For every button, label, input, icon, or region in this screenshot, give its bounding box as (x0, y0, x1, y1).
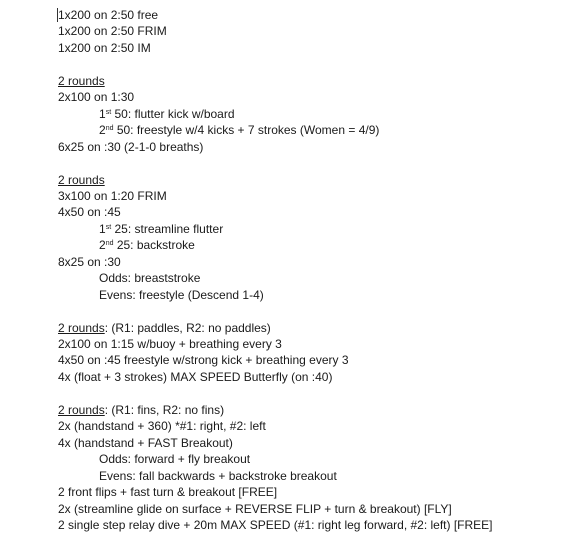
indented-line (99, 237, 195, 253)
line-text: 25: backstroke (113, 238, 195, 253)
indented-line (99, 106, 235, 122)
rounds-heading: 2 rounds (58, 73, 105, 88)
line-text: 2x100 on 1:30 (58, 90, 135, 105)
line-text: Evens: freestyle (Descend 1-4) (99, 287, 264, 302)
indented-line (99, 287, 264, 303)
line-text: 4x50 on :45 (58, 205, 121, 220)
line-text: : (R1: paddles, R2: no paddles) (104, 320, 271, 335)
workout-line (58, 501, 452, 517)
ordinal-number: 2 (99, 238, 106, 253)
workout-line (58, 352, 349, 368)
line-text: : (R1: fins, R2: no fins) (104, 402, 225, 417)
line-text: 50: freestyle w/4 kicks + 7 strokes (Women = 4/9) (113, 123, 380, 138)
line-text: Odds: forward + fly breakout (99, 452, 251, 467)
workout-line (58, 7, 158, 23)
workout-line (58, 484, 277, 500)
workout-line (58, 418, 266, 434)
section-heading (58, 320, 271, 336)
line-text: Odds: breaststroke (99, 271, 201, 286)
ordinal-suffix: nd (105, 125, 114, 133)
line-text: 3x100 on 1:20 FRIM (58, 188, 167, 203)
rounds-heading: 2 rounds (58, 402, 105, 417)
line-text: 4x (handstand + FAST Breakout) (58, 435, 233, 450)
line-text: 25: streamline flutter (111, 221, 224, 236)
line-text: 2x100 on 1:15 w/buoy + breathing every 3 (58, 337, 282, 351)
workout-line (58, 89, 134, 105)
line-text: 4x (float + 3 strokes) MAX SPEED Butterfly (on :40) (58, 369, 333, 384)
line-text: 6x25 on :30 (2-1-0 breaths) (58, 139, 204, 154)
line-text: 50: flutter kick w/board (111, 106, 235, 121)
ordinal-suffix: nd (105, 240, 114, 248)
workout-line (58, 40, 151, 56)
workout-line (58, 254, 121, 270)
workout-line (58, 517, 493, 533)
section-heading (58, 73, 105, 89)
line-text: 2 single step relay dive + 20m MAX SPEED (#1: right leg forward, #2: left) [FREE] (58, 518, 493, 532)
workout-line (58, 336, 282, 352)
workout-line (58, 369, 332, 385)
line-text: 8x25 on :30 (58, 254, 121, 269)
ordinal-number: 2 (99, 123, 106, 138)
section-heading (58, 402, 224, 418)
workout-line (58, 204, 121, 220)
ordinal-suffix: st (105, 108, 112, 116)
indented-line (99, 122, 379, 138)
line-text: 1x200 on 2:50 free (58, 8, 159, 22)
indented-line (99, 270, 200, 286)
workout-line (58, 435, 233, 451)
line-text: Evens: fall backwards + backstroke breakout (99, 468, 337, 483)
line-text: 1x200 on 2:50 IM (58, 40, 151, 55)
indented-line (99, 451, 250, 467)
workout-line (58, 188, 167, 204)
indented-line (99, 468, 337, 484)
indented-line (99, 221, 223, 237)
section-heading (58, 172, 105, 188)
ordinal-suffix: st (105, 223, 112, 231)
line-text: 2x (streamline glide on surface + REVERSE FLIP + turn & breakout) [FLY] (58, 501, 452, 516)
line-text: 4x50 on :45 freestyle w/strong kick + breathing every 3 (58, 353, 349, 368)
workout-line (58, 23, 167, 39)
rounds-heading: 2 rounds (58, 172, 105, 187)
line-text: 2 front flips + fast turn & breakout [FREE] (58, 485, 278, 499)
ordinal-number: 1 (99, 221, 106, 236)
workout-line (58, 139, 203, 155)
line-text: 1x200 on 2:50 FRIM (58, 24, 167, 39)
line-text: 2x (handstand + 360) *#1: right, #2: left (58, 419, 266, 434)
ordinal-number: 1 (99, 106, 106, 121)
rounds-heading: 2 rounds (58, 320, 105, 335)
